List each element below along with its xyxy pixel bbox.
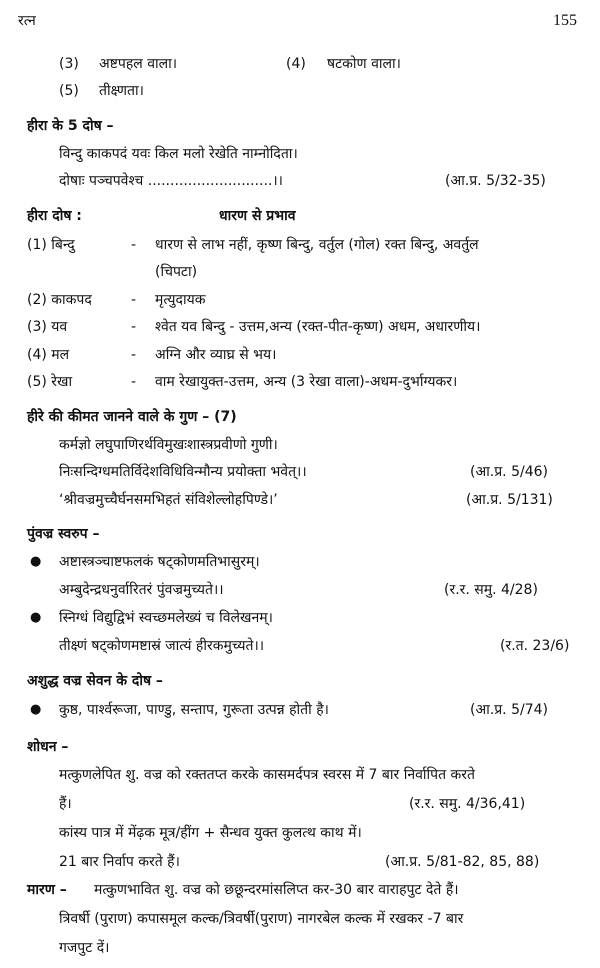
dosh-dash: - [131,319,137,335]
verse-line: तीक्ष्णं षट्कोणमष्टास्रं जात्यं हीरकमुच्यते।। [59,638,265,654]
reference: (आ.प्र. 5/74) [470,702,548,718]
reference: (र.र. समु. 4/36,41) [409,796,526,812]
item-4-number: (4) [286,56,306,72]
section-heading-puvajra: पुंवज्र स्वरुप – [27,526,100,542]
verse-line: कर्मज्ञो लघुपाणिरर्थविमुखःशास्त्रप्रवीणो गुणी। [59,437,278,453]
item-4-text: षटकोण वाला। [327,56,401,72]
running-header-title: रत्न [18,13,36,29]
section-heading-heera-dosh: हीरा दोष : [27,208,82,224]
dosh-dash: - [131,237,137,253]
item-5-text: तीक्ष्णता। [99,83,144,99]
dosh-effect: अग्नि और व्याघ्र से भय। [155,347,277,363]
dosh-effect-continued: (चिपटा) [155,264,198,280]
body-line: मत्कुणलेपित शु. वज्र को रक्ततप्त करके कासमर्दपत्र स्वरस में 7 बार निर्वापित करते [59,767,475,783]
body-line: त्रिवर्षी (पुराण) कपासमूल कल्क/त्रिवर्षी(पुराण) नागरबेल कल्क में रखकर -7 बार [59,911,464,927]
reference: (आ.प्र. 5/46) [470,464,548,480]
body-line: कांस्य पात्र में मेंढ़क मूत्र/हींग + सैन्धव युक्त कुलत्थ काथ में। [59,825,362,841]
dosh-effect: मृत्युदायक [155,292,206,308]
verse-line: दोषाः पञ्चपवेश्च ............................।। [59,173,283,189]
dosh-name: (1) बिन्दु [27,237,75,253]
body-line: 21 बार निर्वाप करते हैं। [59,854,180,870]
verse-line: निःसन्दिग्धमतिर्विदेशविधिविन्मौन्य प्रयोक्ता भवेत्।। [59,464,307,480]
page-number: 155 [553,12,577,29]
body-line: कुष्ठ, पार्श्वरूजा, पाण्डु, सन्ताप, गुरूता उत्पन्न होती है। [59,702,329,718]
reference: (आ.प्र. 5/81-82, 85, 88) [385,854,540,870]
bullet-icon: ● [30,702,42,717]
dosh-dash: - [131,347,137,363]
verse-line: अष्टास्त्रञ्चाष्टफलकं षट्कोणमतिभासुरम्। [59,554,260,570]
bullet-icon: ● [30,610,42,625]
reference: (आ.प्र. 5/131) [466,492,553,508]
verse-line: अम्बुदेन्द्रधनुर्वारितरं पुंवज्रमुच्यते।। [59,582,224,598]
item-3-number: (3) [59,56,79,72]
column-heading-effect: धारण से प्रभाव [219,208,296,224]
reference: (आ.प्र. 5/32-35) [445,173,546,189]
item-3-text: अष्टपहल वाला। [99,56,178,72]
item-5-number: (5) [59,83,79,99]
verse-line: ‘श्रीवज्रमुच्चैर्घनसमभिहतं संविशेल्लोहपिण्डे।’ [59,492,278,508]
dosh-effect: श्वेत यव बिन्दु - उत्तम,अन्य (रक्त-पीत-कृष्ण) अधम, अधारणीय। [155,319,481,335]
dosh-dash: - [131,374,137,390]
section-heading-gun: हीरे की कीमत जानने वाले के गुण – (7) [27,409,237,425]
dosh-effect: धारण से लाभ नहीं, कृष्ण बिन्दु, वर्तुल (गोल) रक्त बिन्दु, अवर्तुल [155,237,479,253]
dosh-name: (5) रेखा [27,374,73,390]
section-heading-dosh5: हीरा के 5 दोष – [27,118,114,134]
reference: (र.र. समु. 4/28) [444,582,538,598]
section-heading-maran: मारण – [27,882,67,898]
dosh-effect: वाम रेखायुक्त-उत्तम, अन्य (3 रेखा वाला)-अधम-दुर्भाग्यकर। [155,374,458,390]
verse-line: विन्दु काकपदं यवः किल मलो रेखेति नाम्नोदिता। [59,146,298,162]
body-line: हैं। [59,796,72,812]
body-line: मत्कुणभावित शु. वज्र को छछून्दरमांसलिप्त कर-30 बार वाराहपुट देते हैं। [94,882,459,898]
verse-line: स्निग्धं विद्युद्विभं स्वच्छमलेख्यं च विलेखनम्। [59,610,273,626]
section-heading-ashuddha: अशुद्ध वज्र सेवन के दोष – [27,673,163,689]
dosh-name: (2) काकपद [27,292,92,308]
body-line: गजपुट दें। [59,940,110,956]
bullet-icon: ● [30,554,42,569]
dosh-name: (4) मल [27,347,70,363]
dosh-dash: - [131,292,137,308]
dosh-name: (3) यव [27,319,68,335]
section-heading-shodhan: शोधन – [27,739,69,755]
reference: (र.त. 23/6) [500,638,570,654]
